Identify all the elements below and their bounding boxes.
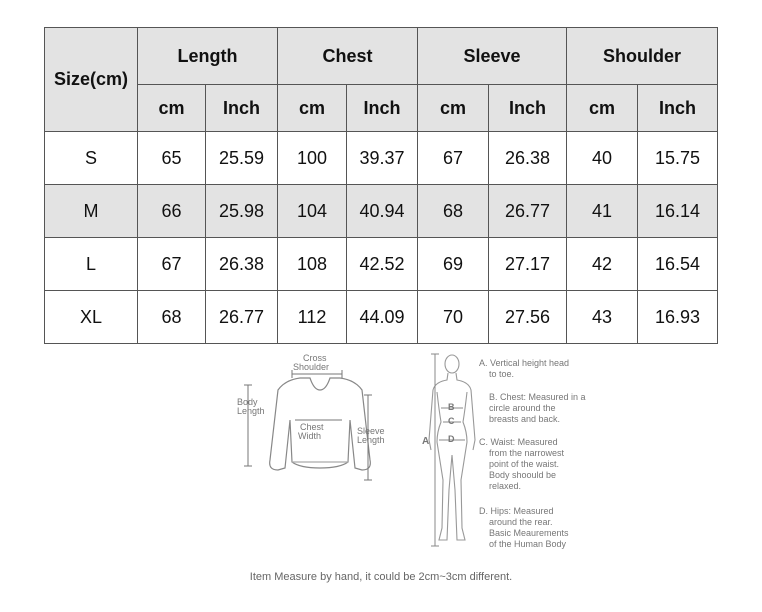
table-row xyxy=(45,291,718,344)
footer-note: Item Measure by hand, it could be 2cm~3cm different. xyxy=(249,571,513,583)
size-header: Size(cm) xyxy=(45,28,138,132)
table-cell: 16.54 xyxy=(638,238,718,291)
chest-header: Chest xyxy=(278,28,418,85)
size-label: M xyxy=(45,185,138,238)
size-chart-table xyxy=(44,27,718,344)
note-line: D. Hips: Measured xyxy=(479,506,554,516)
garment-diagram xyxy=(230,350,400,490)
table-cell: 67 xyxy=(418,132,489,185)
table-cell: 112 xyxy=(278,291,347,344)
table-cell: 65 xyxy=(138,132,206,185)
unit-header: Inch xyxy=(489,85,567,132)
unit-header: Inch xyxy=(347,85,418,132)
sleeve-length-label: Sleeve xyxy=(357,426,385,436)
measurement-notes xyxy=(479,358,586,549)
table-cell: 27.56 xyxy=(489,291,567,344)
note-line: around the rear. xyxy=(489,517,553,527)
table-cell: 27.17 xyxy=(489,238,567,291)
note-line: A. Vertical height head xyxy=(479,358,570,368)
note-line: point of the waist. xyxy=(489,459,560,469)
unit-header: Inch xyxy=(638,85,718,132)
table-cell: 68 xyxy=(418,185,489,238)
table-cell: 39.37 xyxy=(347,132,418,185)
marker-d: D xyxy=(448,434,455,444)
size-label: XL xyxy=(45,291,138,344)
table-cell: 66 xyxy=(138,185,206,238)
table-cell: 70 xyxy=(418,291,489,344)
body-length-label: Length xyxy=(237,406,265,416)
note-line: circle around the xyxy=(489,403,556,413)
size-label: L xyxy=(45,238,138,291)
marker-a: A xyxy=(422,436,430,447)
table-row xyxy=(45,185,718,238)
marker-c: C xyxy=(448,416,455,426)
note-line: relaxed. xyxy=(489,481,522,491)
note-line: from the narrowest xyxy=(489,448,565,458)
table-cell: 44.09 xyxy=(347,291,418,344)
table-cell: 41 xyxy=(567,185,638,238)
table-cell: 104 xyxy=(278,185,347,238)
note-line: B. Chest: Measured in a xyxy=(489,392,586,402)
table-cell: 40 xyxy=(567,132,638,185)
marker-b: B xyxy=(448,402,455,412)
table-cell: 26.38 xyxy=(206,238,278,291)
table-cell: 42 xyxy=(567,238,638,291)
table-cell: 16.14 xyxy=(638,185,718,238)
note-line: Basic Meaurements xyxy=(489,528,569,538)
chest-width-label: Chest xyxy=(300,422,324,432)
unit-header: cm xyxy=(418,85,489,132)
unit-header: cm xyxy=(138,85,206,132)
table-cell: 69 xyxy=(418,238,489,291)
unit-header: cm xyxy=(567,85,638,132)
table-cell: 42.52 xyxy=(347,238,418,291)
table-cell: 67 xyxy=(138,238,206,291)
table-cell: 68 xyxy=(138,291,206,344)
cross-shoulder-label: Cross xyxy=(303,353,327,363)
table-cell: 25.98 xyxy=(206,185,278,238)
body-diagram xyxy=(415,350,590,560)
table-row xyxy=(45,238,718,291)
sleeve-header: Sleeve xyxy=(418,28,567,85)
note-line: to toe. xyxy=(489,369,515,379)
table-cell: 26.77 xyxy=(489,185,567,238)
note-line: Body shoould be xyxy=(489,470,557,480)
unit-header: Inch xyxy=(206,85,278,132)
table-cell: 26.38 xyxy=(489,132,567,185)
size-label: S xyxy=(45,132,138,185)
unit-header: cm xyxy=(278,85,347,132)
table-cell: 25.59 xyxy=(206,132,278,185)
sleeve-length-label: Length xyxy=(357,435,385,445)
body-length-label: Body xyxy=(237,397,258,407)
note-line: breasts and back. xyxy=(489,414,561,424)
table-cell: 26.77 xyxy=(206,291,278,344)
table-cell: 100 xyxy=(278,132,347,185)
table-cell: 15.75 xyxy=(638,132,718,185)
chest-width-label: Width xyxy=(298,431,322,441)
length-header: Length xyxy=(138,28,278,85)
table-cell: 40.94 xyxy=(347,185,418,238)
table-row xyxy=(45,132,718,185)
note-line: C. Waist: Measured xyxy=(479,437,558,447)
note-line: of the Human Body xyxy=(489,539,567,549)
body-outline xyxy=(429,355,475,540)
table-cell: 108 xyxy=(278,238,347,291)
table-cell: 43 xyxy=(567,291,638,344)
shoulder-header: Shoulder xyxy=(567,28,718,85)
table-cell: 16.93 xyxy=(638,291,718,344)
cross-shoulder-label: Shoulder xyxy=(293,362,330,372)
